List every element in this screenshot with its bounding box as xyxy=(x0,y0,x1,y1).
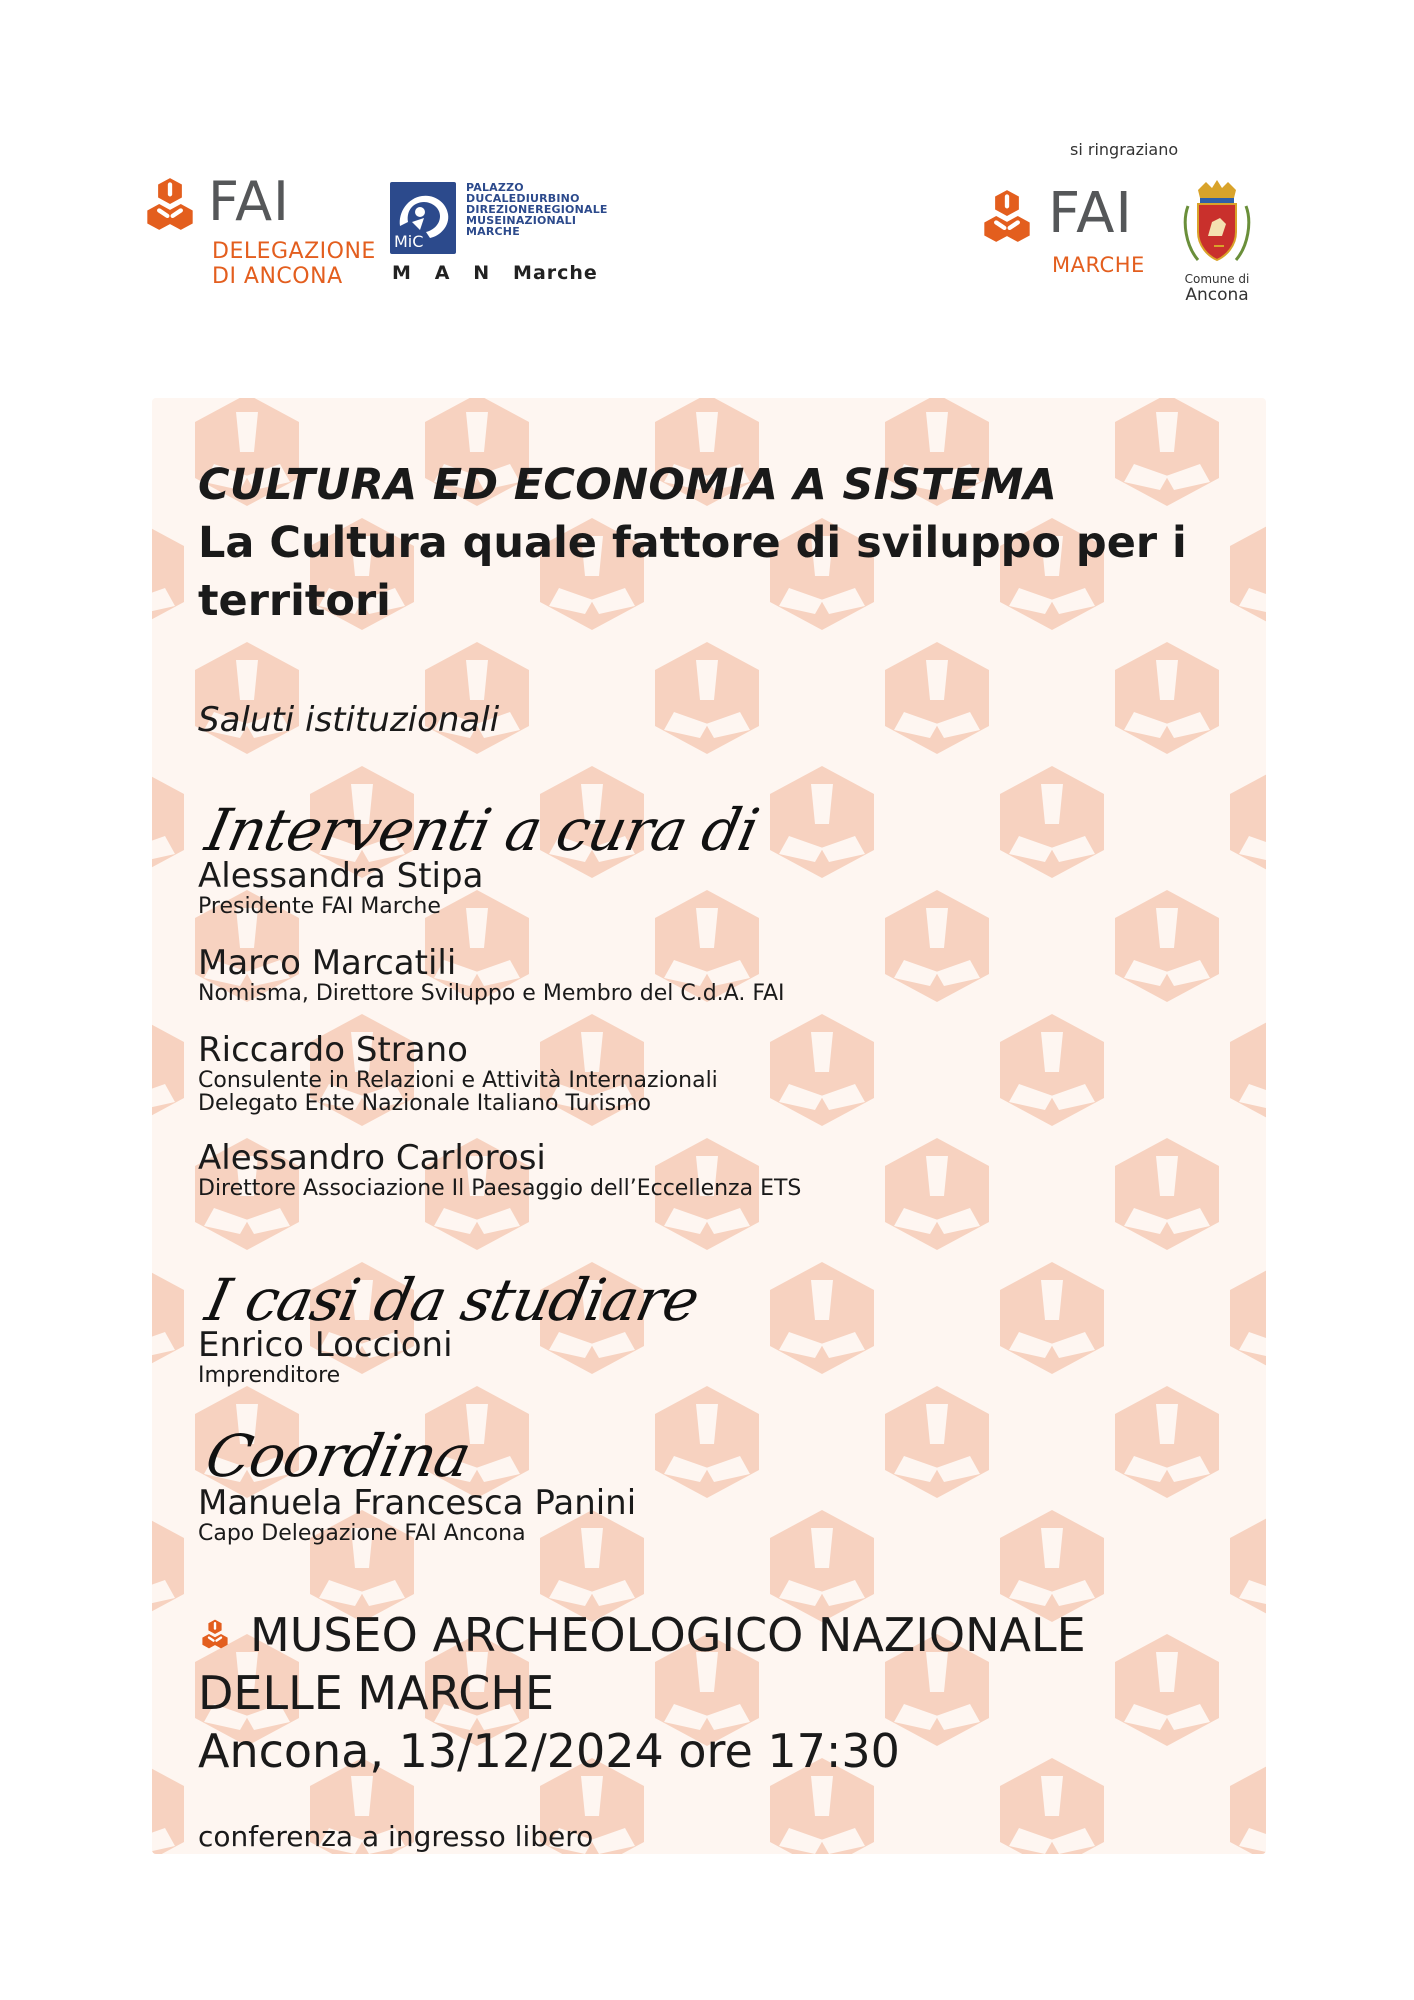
thanks-label: si ringraziano xyxy=(1070,140,1179,159)
section-interventi-heading: Interventi a cura di xyxy=(200,796,765,864)
fai-delegazione-line1: DELEGAZIONE xyxy=(212,239,376,264)
section-casi-heading: I casi da studiare xyxy=(200,1266,705,1334)
section-coordina-heading: Coordina xyxy=(200,1422,477,1490)
comune-crest-icon xyxy=(1178,176,1256,272)
venue-line1: MUSEO ARCHEOLOGICO NAZIONALE xyxy=(250,1608,1086,1662)
speaker-name: Riccardo Strano xyxy=(198,1030,468,1070)
speaker-item xyxy=(198,1139,801,1200)
fai-logo-icon xyxy=(143,176,197,232)
speakers-list xyxy=(198,857,801,1200)
museum-line-5: MARCHE xyxy=(466,225,520,238)
speaker-name: Marco Marcatili xyxy=(198,943,457,983)
coordinator xyxy=(198,1484,636,1545)
museum-line-2: DUCALEDIURBINO xyxy=(466,192,580,205)
fai-marche-icon xyxy=(980,188,1034,244)
saluti-istituzionali: Saluti istituzionali xyxy=(198,700,500,740)
fai-marche-logo-word: FAI xyxy=(1048,181,1133,246)
mic-logo xyxy=(390,182,456,254)
speaker-role-line2: Delegato Ente Nazionale Italiano Turismo xyxy=(198,1091,652,1116)
speaker-name: Alessandra Stipa xyxy=(198,856,484,896)
speaker-item xyxy=(198,944,801,1005)
free-entry-note: conferenza a ingresso libero xyxy=(198,1820,594,1853)
man-marche-label: M A N Marche xyxy=(392,262,598,284)
event-datetime: Ancona, 13/12/2024 ore 17:30 xyxy=(198,1724,900,1778)
speaker-name: Alessandro Carlorosi xyxy=(198,1138,546,1178)
fai-delegazione-line2: DI ANCONA xyxy=(212,264,343,289)
comune-line1: Comune di xyxy=(1184,272,1250,286)
case-speaker xyxy=(198,1326,453,1387)
speaker-item xyxy=(198,857,801,918)
coordinator-name: Manuela Francesca Panini xyxy=(198,1483,637,1523)
museum-line-4: MUSEINAZIONALI xyxy=(466,214,577,227)
museum-logo-lines xyxy=(466,182,608,237)
museum-line-1: PALAZZO xyxy=(466,181,524,194)
fai-bullet-icon xyxy=(200,1618,230,1650)
speaker-role: Consulente in Relazioni e Attività Internazionali xyxy=(198,1068,718,1093)
comune-label xyxy=(1170,272,1264,304)
speaker-role: Direttore Associazione Il Paesaggio dell’Eccellenza ETS xyxy=(198,1176,802,1201)
fai-marche-line1: MARCHE xyxy=(1052,253,1145,277)
speaker-item xyxy=(198,1031,801,1115)
event-title-bold: La Cultura quale fattore di sviluppo per i territori xyxy=(198,518,1187,626)
museum-line-3: DIREZIONEREGIONALE xyxy=(466,203,608,216)
speaker-role: Nomisma, Direttore Sviluppo e Membro del C.d.A. FAI xyxy=(198,981,785,1006)
case-speaker-name: Enrico Loccioni xyxy=(198,1325,453,1365)
mic-label: MiC xyxy=(394,232,424,251)
comune-line2: Ancona xyxy=(1185,285,1249,305)
event-title-italic: CULTURA ED ECONOMIA A SISTEMA xyxy=(198,460,1058,510)
case-speaker-role: Imprenditore xyxy=(198,1363,341,1388)
venue-line2: DELLE MARCHE xyxy=(198,1666,555,1720)
fai-delegazione-logo-word: FAI xyxy=(208,170,290,233)
coordinator-role: Capo Delegazione FAI Ancona xyxy=(198,1521,526,1546)
speaker-role: Presidente FAI Marche xyxy=(198,894,441,919)
